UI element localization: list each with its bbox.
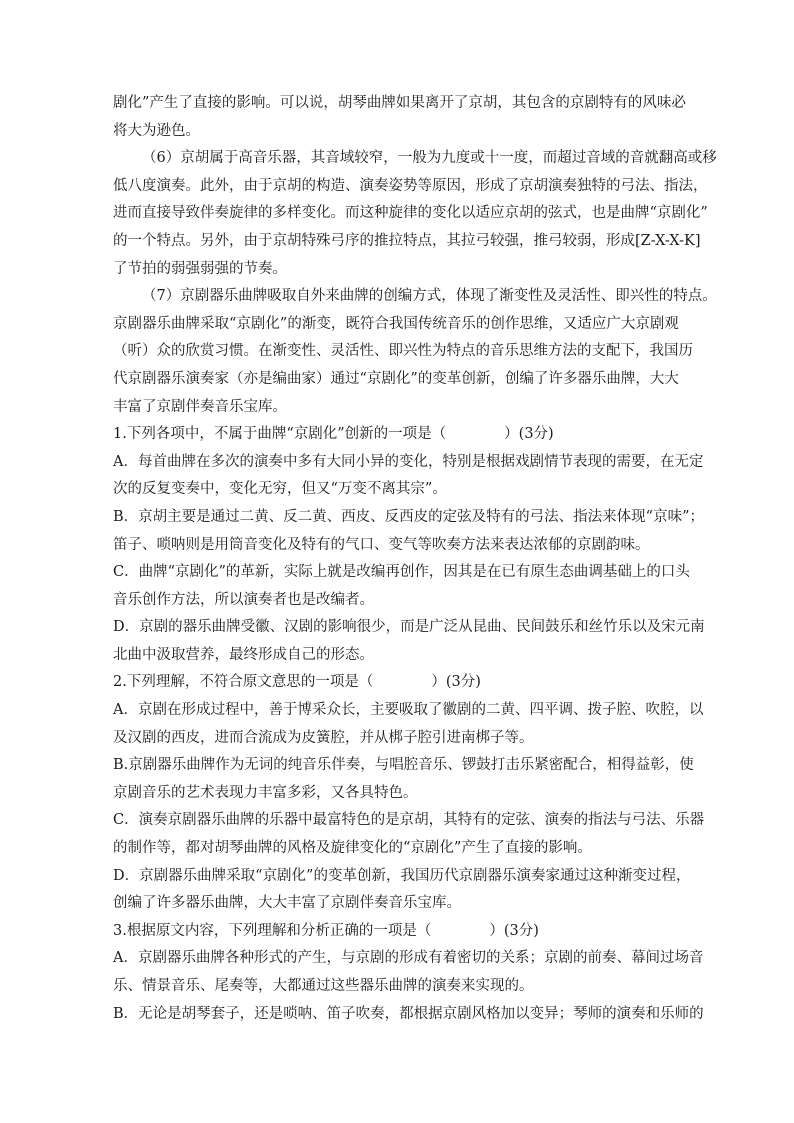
text-line: B．京胡主要是通过二黄、反二黄、西皮、反西皮的定弦及特有的弓法、指法来体现“京味”；: [113, 508, 704, 525]
text-line: 低八度演奏。此外，由于京胡的构造、演奏姿势等原因，形成了京胡演奏独特的弓法、指法，: [113, 177, 708, 194]
text-line: 剧化”产生了直接的影响。可以说，胡琴曲牌如果离开了京胡，其包含的京剧特有的风味必: [113, 95, 686, 111]
text-line: D．京剧的器乐曲牌受徽、汉剧的影响很少，而是广泛从昆曲、民间鼓乐和丝竹乐以及宋元南: [113, 619, 705, 636]
text-line: 丰富了京剧伴奏音乐宝库。: [113, 398, 287, 415]
text-line: A．京剧在形成过程中，善于博采众长，主要吸取了徽剧的二黄、四平调、拨子腔、吹腔，以: [113, 702, 704, 719]
text-line: （6）京胡属于高音乐器，其音域较窄，一般为九度或十一度，而超过音域的音就翻高或移: [142, 150, 717, 167]
text-line: 创编了许多器乐曲牌，大大丰富了京剧伴奏音乐宝库。: [113, 895, 461, 912]
text-line: 代京剧器乐演奏家（亦是编曲家）通过“京剧化”的变革创新，创编了许多器乐曲牌，大大: [113, 370, 679, 387]
text-line: （听）众的欣赏习惯。在渐变性、灵活性、即兴性为特点的音乐思维方法的支配下，我国历: [113, 343, 693, 360]
text-line: 音乐创作方法，所以演奏者也是改编者。: [113, 591, 374, 608]
text-line: D．京剧器乐曲牌采取“京剧化”的变革创新，我国历代京剧器乐演奏家通过这种渐变过程，: [113, 867, 691, 884]
text-line: 1.下列各项中，不属于曲牌“京剧化”创新的一项是（ ）(3分): [113, 426, 554, 443]
text-line: 乐、情景音乐、尾奏等，大都通过这些器乐曲牌的演奏来实现的。: [113, 978, 534, 994]
text-line: 北曲中汲取营养，最终形成自己的形态。: [113, 646, 374, 663]
text-line: 京剧器乐曲牌采取“京剧化”的渐变，既符合我国传统音乐的创作思维，又适应广大京剧观: [113, 315, 679, 332]
text-line: 笛子、唢呐则是用筒音变化及特有的气口、变气等吹奏方法来表达浓郁的京剧韵味。: [113, 536, 650, 553]
text-line: 京剧音乐的艺术表现力丰富多彩，又各具特色。: [113, 784, 418, 801]
text-line: A．每首曲牌在多次的演奏中多有大同小异的变化，特别是根据戏剧情节表现的需要，在无定: [113, 453, 704, 470]
text-line: 进而直接导致伴奏旋律的多样变化。而这种旋律的变化以适应京胡的弦式，也是曲牌“京剧化”: [113, 205, 708, 222]
text-line: A．京剧器乐曲牌各种形式的产生，与京剧的形成有着密切的关系；京剧的前奏、幕间过场音: [113, 950, 704, 967]
text-line: 的一个特点。另外，由于京胡特殊弓序的推拉特点，其拉弓较强，推弓较弱，形成[Z-X-X-K]: [113, 232, 701, 249]
text-line: 2.下列理解，不符合原文意思的一项是（ ）(3分): [113, 674, 481, 691]
text-line: （7）京剧器乐曲牌吸取自外来曲牌的创编方式，体现了渐变性及灵活性、即兴性的特点。: [142, 288, 717, 305]
text-line: C．曲牌“京剧化”的革新，实际上就是改编再创作，因其是在已有原生态曲调基础上的口头: [113, 564, 690, 581]
text-line: B.京剧器乐曲牌作为无词的纯音乐伴奏，与唱腔音乐、锣鼓打击乐紧密配合，相得益彰，使: [113, 757, 694, 774]
document-page: [113, 90, 717, 1028]
text-line: 次的反复变奏中，变化无穷，但又“万变不离其宗”。: [113, 481, 447, 498]
text-line: C．演奏京剧器乐曲牌的乐器中最富特色的是京胡，其特有的定弦、演奏的指法与弓法、乐器: [113, 812, 705, 829]
text-line: 了节拍的弱强弱强的节奏。: [113, 260, 287, 277]
text-line: B．无论是胡琴套子，还是唢呐、笛子吹奏，都根据京剧风格加以变异；琴师的演奏和乐师的: [113, 1005, 704, 1022]
text-line: 的制作等，都对胡琴曲牌的风格及旋律变化的“京剧化”产生了直接的影响。: [113, 840, 592, 857]
text-line: 3.根据原文内容，下列理解和分析正确的一项是（ ）(3分): [113, 922, 539, 939]
text-line: 将大为逊色。: [113, 122, 200, 139]
text-line: 及汉剧的西皮，进而合流成为皮簧腔，并从梆子腔引进南梆子等。: [113, 729, 534, 746]
